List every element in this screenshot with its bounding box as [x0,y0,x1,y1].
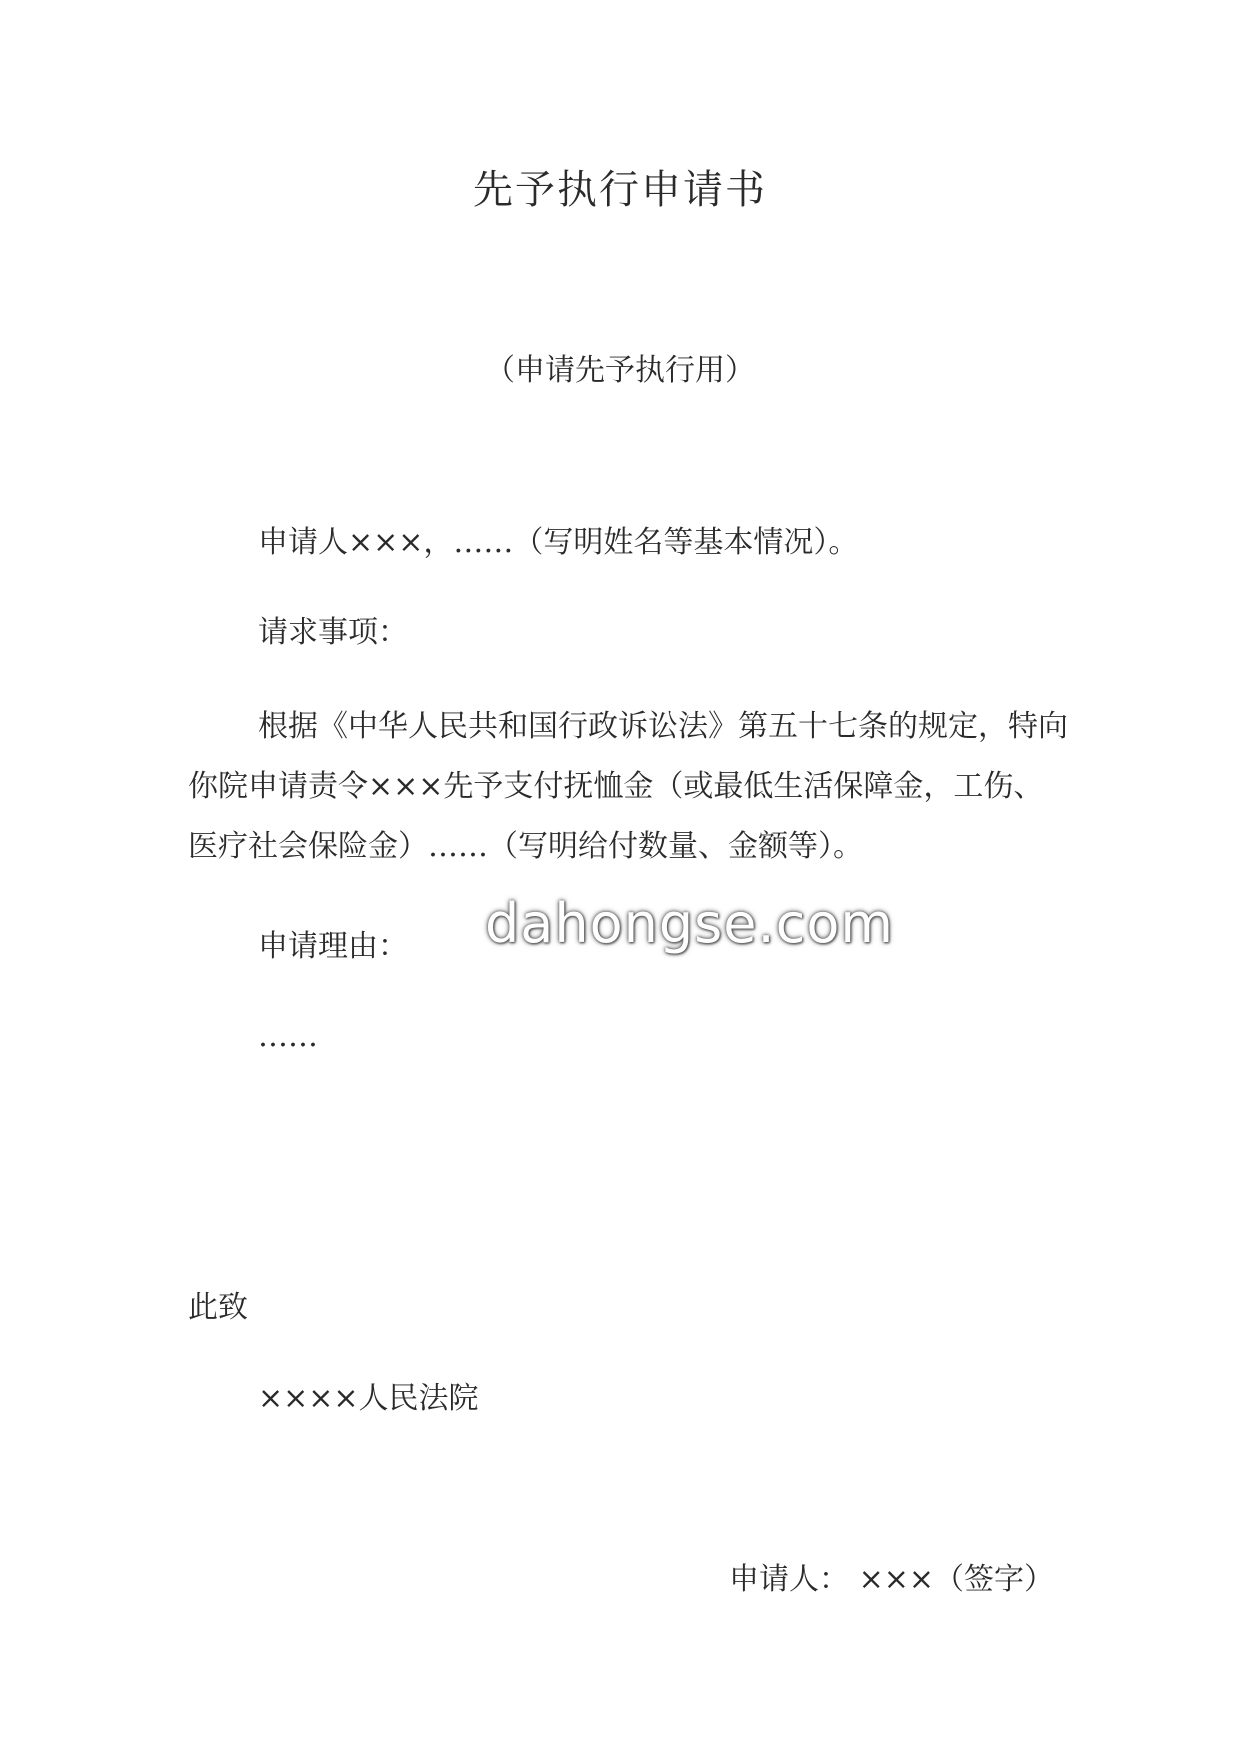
salutation: 此致 [188,1290,248,1325]
watermark: dahongse.com [485,892,894,955]
applicant-signature: 申请人： ×××（签字） [729,1562,1054,1597]
reason-body: …… [258,1019,318,1054]
document-subtitle: （申请先予执行用） [485,353,755,388]
request-body: 根据《中华人民共和国行政诉讼法》第五十七条的规定，特向你院申请责令×××先予支付抚恤金（或最低生活保障金，工伤、医疗社会保险金）……（写明给付数量、金额等）。 [188,709,1068,864]
applicant-line: 申请人×××，……（写明姓名等基本情况）。 [258,525,859,560]
request-heading: 请求事项： [258,615,408,650]
court-name: ××××人民法院 [258,1381,479,1416]
reason-heading: 申请理由： [258,929,408,964]
document-title: 先予执行申请书 [473,167,767,213]
